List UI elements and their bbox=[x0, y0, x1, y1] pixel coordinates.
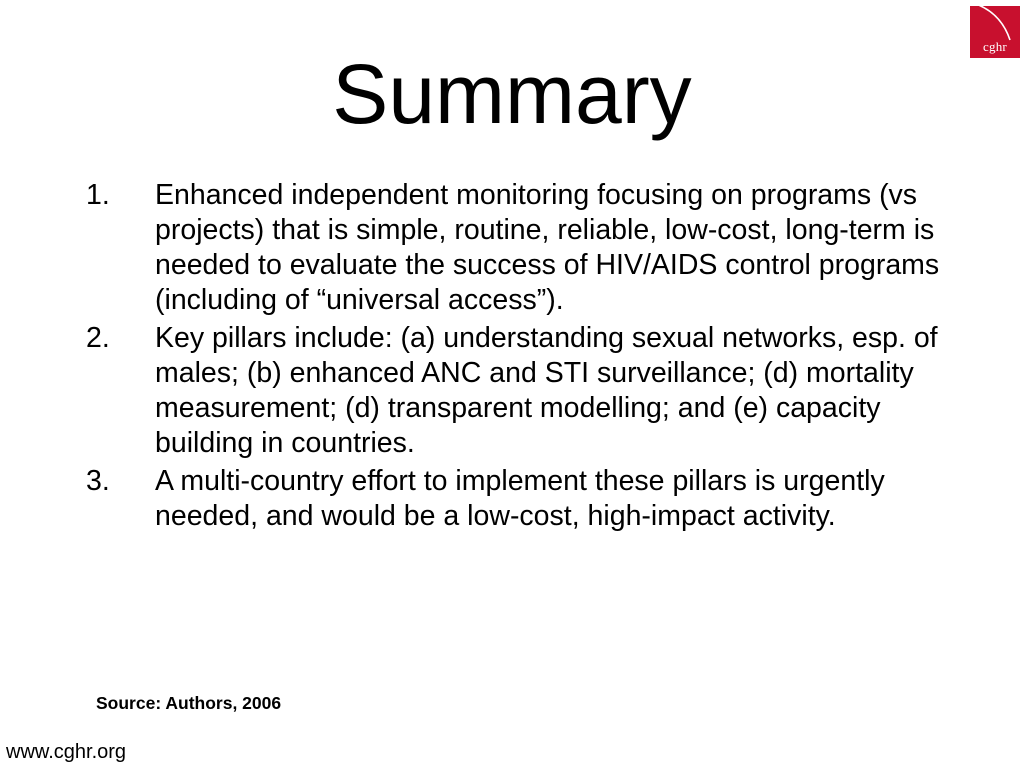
list-item-text: A multi-country effort to implement these pillars is urgently needed, and would be a low-cost, high-impact activity. bbox=[155, 465, 885, 532]
list-item bbox=[86, 321, 976, 461]
footer-url: www.cghr.org bbox=[6, 741, 127, 763]
list-item-text: Enhanced independent monitoring focusing on programs (vs projects) that is simple, routine, reliable, low-cost, long-term is needed to evaluate the success of HIV/AIDS control programs (including of “universal access”). bbox=[155, 179, 940, 316]
list-item-number: 2. bbox=[86, 322, 110, 354]
list-item-text: Key pillars include: (a) understanding sexual networks, esp. of males; (b) enhanced ANC and STI surveillance; (d) mortality measurement; (d) transparent modelling; and (e) capacity building in countries. bbox=[155, 322, 938, 459]
summary-list bbox=[86, 178, 976, 537]
list-item bbox=[86, 178, 976, 318]
logo-text: cghr bbox=[983, 39, 1007, 54]
source-note: Source: Authors, 2006 bbox=[96, 693, 282, 713]
list-item-number: 1. bbox=[86, 179, 110, 211]
list-item-number: 3. bbox=[86, 465, 110, 497]
page-title: Summary bbox=[332, 47, 692, 141]
list-item bbox=[86, 464, 976, 534]
